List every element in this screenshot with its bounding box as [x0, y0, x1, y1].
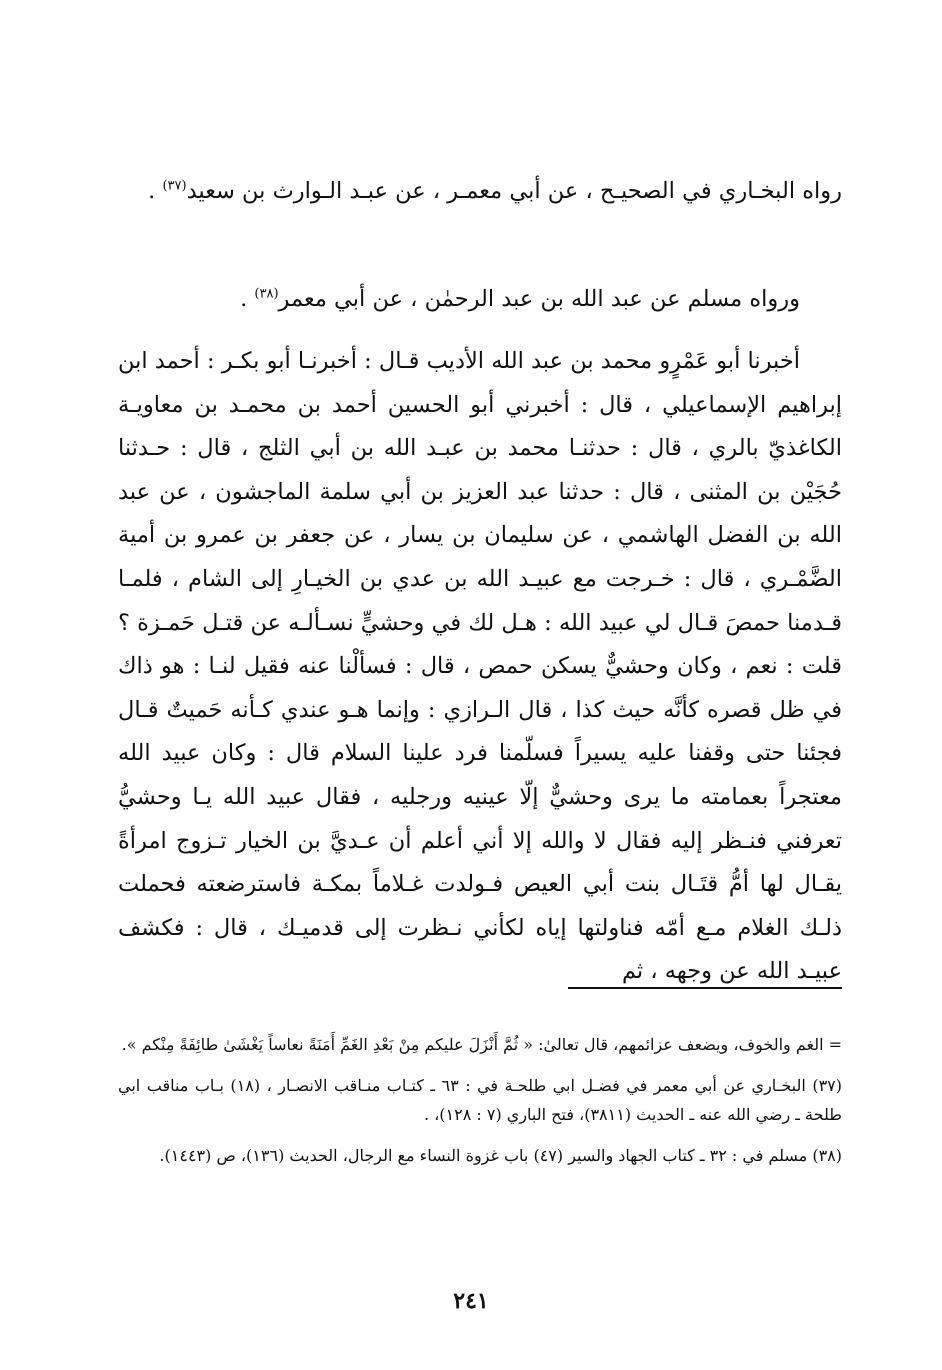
footnotes-section [118, 1030, 842, 1182]
footnote-37: (٣٧) البخـاري عن أبي معمر في فضـل ابي طلحـة في : ٦٣ ـ كتـاب منـاقب الانصـار ، (١٨) بـاب مناقب ابي طلحة ـ رضي الله عنه ـ الحديث (٣٨١١)، فتح الباري (٧ : ١٢٨)، . [118, 1076, 843, 1124]
footnote-ref-37: (٣٧) [162, 178, 187, 194]
paragraph-muslim-narration [118, 278, 842, 321]
paragraph-3-text: أخبرنا أبو عَمْرٍو محمد بن عبد الله الأديب قـال : أخبرنـا أبو بكـر : أحمد ابن إبراهيم الإسماعيلي ، قال : أخبرني أبو الحسين أحمد بن محمـد بن معاويـة الكاغذيّ بالري ، قال : حدثنـا محمد بن عبـد الله بن أبي الثلج ، قال : حـدثنا حُجَيْن بن المثنى ، قال : حدثنا عبد العزيز بن أبي سلمة الماجشون ، عن عبد الله بن الفضل الهاشمي ، عن سليمان بن يسار ، عن جعفر بن عمرو بن أمية الضَّمْـري ، قال : خـرجت مع عبيـد الله بن عدي بن الخيـارِ إلى الشام ، فلمـا قـدمنا حمصَ قـال لي عبيد الله : هـل لك في وحشيٍّ نسـألـه عن قتـل حَمـزة ؟ قلت : نعم ، وكان وحشيٌّ يسكن حمص ، قال : فسألْنا عنه فقيل لنـا : هو ذاك في ظل قصره كأنَّه حيث كذا ، قال الـرازي : وإنما هـو عندي كـأنه حَميتٌ قـال فجئنا حتى وقفنا عليه يسيراً فسلّمنا فرد علينا السلام قال : وكان عبيد الله معتجراً بعمامته ما يرى وحشيٌّ إلّا عينيه ورجليه ، فقال عبيد الله يـا وحشيُّ تعرفني فنـظر إليه فقال لا والله إلا أني أعلم أن عـديَّ بن الخيار تـزوج امرأةً يقـال لها أمُّ قتَـال بنت أبي العيص فـولدت غـلاماً بمكـة فاسترضعته فحملت ذلـك الغلام مـع أمّه فناولتها إياه لكأني نـظرت إلى قدميـك ، قال : فكشف عبيـد الله عن وجهه ، ثم [118, 348, 842, 985]
paragraph-2-end: . [240, 286, 255, 312]
footnote-separator [568, 987, 842, 989]
footnote-continuation: = الغم والخوف، ويضعف عزائمهم، قال تعالىٰ: « ثُمَّ أَنْزَلَ عليكم مِنْ بَعْدِ الغَمِّ أَمَنَةً نعاساً يَغْشَىٰ طائِفَةً مِنْكم ». [121, 1035, 842, 1054]
paragraph-hadith-chain [118, 340, 842, 994]
paragraph-1-text: رواه البخـاري في الصحيـح ، عن أبي معمـر ، عن عبـد الـوارث بن سعيد [186, 178, 842, 204]
paragraph-1-end: . [148, 178, 163, 204]
page-number: ٢٤١ [453, 1288, 489, 1314]
footnote-ref-38: (٣٨) [254, 286, 279, 302]
paragraph-bukhari-narration [118, 170, 842, 213]
paragraph-2-text: ورواه مسلم عن عبد الله بن عبد الرحمٰن ، عن أبي معمر [278, 286, 800, 312]
footnote-38: (٣٨) مسلم في : ٣٢ ـ كتاب الجهاد والسير (٤٧) باب غزوة النساء مع الرجال، الحديث (١٣٦)، ص (١٤٤٣). [159, 1146, 842, 1165]
